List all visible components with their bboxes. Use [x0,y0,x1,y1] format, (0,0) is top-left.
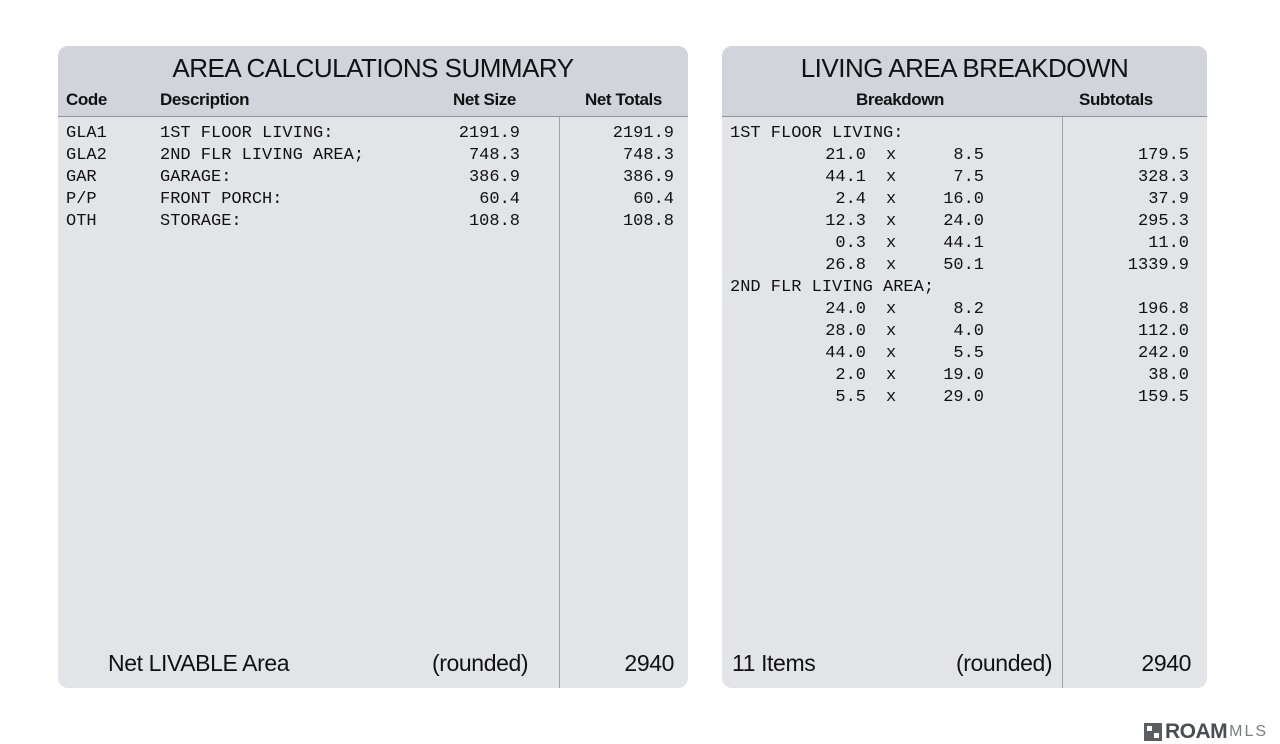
row-net-size: 2191.9 [458,124,520,143]
row-net-size: 108.8 [468,212,520,231]
row-code: GAR [66,168,97,187]
dimension-a: 2.4 [835,190,866,209]
dimension-b: 5.5 [953,344,984,363]
row-subtotal: 38.0 [1148,366,1189,385]
row-subtotal: 179.5 [1137,146,1189,165]
row-subtotal: 196.8 [1137,300,1189,319]
dimension-b: 16.0 [943,190,984,209]
row-net-total: 108.8 [622,212,674,231]
breakdown-row [722,256,1207,278]
multiply-sign: x [886,388,897,407]
row-net-total: 386.9 [622,168,674,187]
table-row [58,212,688,234]
dimension-b: 50.1 [943,256,984,275]
row-net-size: 386.9 [468,168,520,187]
logo-text-light: MLS [1229,723,1269,740]
logo-text-bold: ROAM [1165,720,1228,743]
breakdown-row [722,146,1207,168]
row-subtotal: 11.0 [1148,234,1189,253]
dimension-b: 19.0 [943,366,984,385]
dimension-b: 29.0 [943,388,984,407]
breakdown-row [722,388,1207,410]
breakdown-row [722,190,1207,212]
row-code: P/P [66,190,97,209]
summary-total: 2940 [624,650,674,676]
row-net-size: 748.3 [468,146,520,165]
row-code: GLA2 [66,146,107,165]
row-description: 2ND FLR LIVING AREA; [160,146,365,165]
multiply-sign: x [886,366,897,385]
multiply-sign: x [886,234,897,253]
dimension-b: 24.0 [943,212,984,231]
breakdown-row [722,212,1207,234]
breakdown-group-label [722,278,1207,300]
row-net-total: 60.4 [633,190,674,209]
table-row [58,124,688,146]
row-net-total: 748.3 [622,146,674,165]
row-subtotal: 328.3 [1137,168,1189,187]
dimension-a: 26.8 [825,256,866,275]
row-net-total: 2191.9 [612,124,674,143]
column-header-code: Code [66,90,107,109]
area-calculations-summary-panel [58,46,688,688]
table-row [58,146,688,168]
row-description: FRONT PORCH: [160,190,283,209]
table-row [58,168,688,190]
dimension-a: 21.0 [825,146,866,165]
dimension-a: 5.5 [835,388,866,407]
table-row [58,190,688,212]
multiply-sign: x [886,300,897,319]
breakdown-title: LIVING AREA BREAKDOWN [800,53,1129,83]
row-code: OTH [66,212,97,231]
breakdown-row [722,322,1207,344]
dimension-b: 4.0 [953,322,984,341]
summary-rounded-label: (rounded) [432,650,529,676]
items-count: 11 Items [732,650,816,676]
breakdown-row [722,234,1207,256]
dimension-a: 44.1 [825,168,866,187]
dimension-a: 2.0 [835,366,866,385]
row-subtotal: 112.0 [1137,322,1189,341]
dimension-b: 7.5 [953,168,984,187]
multiply-sign: x [886,322,897,341]
breakdown-row [722,344,1207,366]
roam-mls-logo [1144,720,1268,744]
dimension-b: 44.1 [943,234,984,253]
column-header-net-size: Net Size [453,90,516,109]
living-area-breakdown-panel [722,46,1207,688]
breakdown-total: 2940 [1141,650,1191,676]
column-header-breakdown: Breakdown [856,90,945,109]
breakdown-group-label [722,124,1207,146]
row-code: GLA1 [66,124,107,143]
dimension-b: 8.2 [953,300,984,319]
multiply-sign: x [886,190,897,209]
row-subtotal: 295.3 [1137,212,1189,231]
dimension-a: 0.3 [835,234,866,253]
row-description: 1ST FLOOR LIVING: [160,124,334,143]
row-net-size: 60.4 [479,190,520,209]
dimension-a: 44.0 [825,344,866,363]
row-subtotal: 242.0 [1137,344,1189,363]
multiply-sign: x [886,256,897,275]
net-livable-area-label: Net LIVABLE Area [108,650,290,676]
group-label-text: 2ND FLR LIVING AREA; [730,278,935,297]
breakdown-row [722,300,1207,322]
breakdown-row [722,366,1207,388]
row-subtotal: 159.5 [1137,388,1189,407]
column-header-description: Description [160,90,250,109]
dimension-b: 8.5 [953,146,984,165]
dimension-a: 24.0 [825,300,866,319]
dimension-a: 12.3 [825,212,866,231]
breakdown-rounded-label: (rounded) [956,650,1053,676]
summary-header [58,46,688,117]
multiply-sign: x [886,212,897,231]
breakdown-row [722,168,1207,190]
group-label-text: 1ST FLOOR LIVING: [730,124,904,143]
multiply-sign: x [886,168,897,187]
row-subtotal: 1339.9 [1127,256,1189,275]
row-subtotal: 37.9 [1148,190,1189,209]
row-description: STORAGE: [160,212,242,231]
column-header-net-totals: Net Totals [585,90,662,109]
breakdown-header [722,46,1207,117]
row-description: GARAGE: [160,168,232,187]
column-header-subtotals: Subtotals [1079,90,1153,109]
dimension-a: 28.0 [825,322,866,341]
multiply-sign: x [886,146,897,165]
summary-title: AREA CALCULATIONS SUMMARY [172,53,574,83]
roam-logo-icon [1144,723,1162,741]
multiply-sign: x [886,344,897,363]
